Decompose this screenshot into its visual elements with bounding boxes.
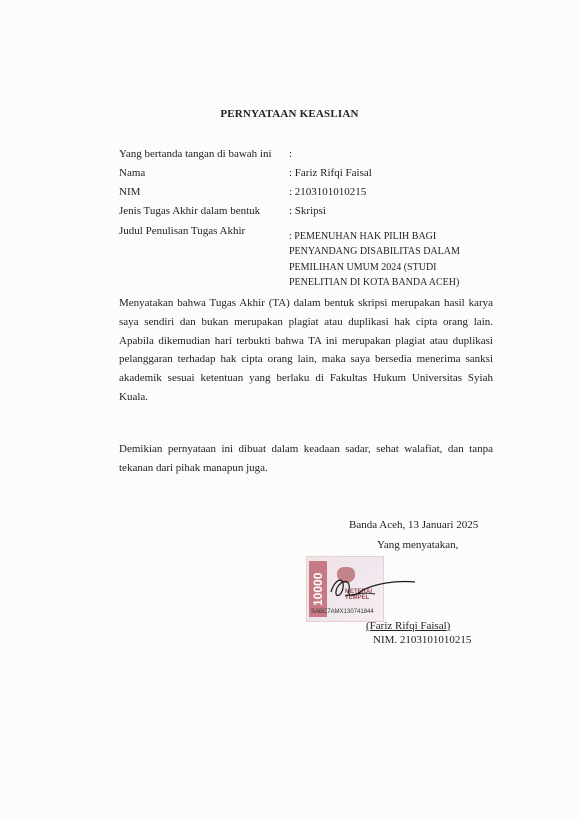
field-label: NIM — [119, 186, 141, 198]
stamp-value: 10000 — [309, 561, 327, 617]
stamp-label-2: TEMPEL — [345, 595, 370, 601]
judul-line: PENELITIAN DI KOTA BANDA ACEH) — [289, 276, 460, 288]
paragraph-line: Demikian pernyataan ini dibuat dalam keadaan sadar, sehat walafiat, dan tanpa — [119, 443, 493, 455]
field-value: : 2103101010215 — [289, 186, 367, 198]
paragraph-line: tekanan dari pihak manapun juga. — [119, 461, 268, 474]
judul-line: : PEMENUHAN HAK PILIH BAGI — [289, 231, 437, 242]
field-value: : Skripsi — [289, 205, 326, 217]
paragraph-line: Menyatakan bahwa Tugas Akhir (TA) dalam bentuk skripsi merupakan hasil karya — [119, 297, 493, 309]
field-label: Jenis Tugas Akhir dalam bentuk — [119, 205, 261, 217]
paragraph-line: akademik sesuai ketentuan yang berlaku di Fakultas Hukum Universitas Syiah — [119, 372, 493, 385]
field-label: Judul Penulisan Tugas Akhir — [119, 225, 246, 237]
field-value: : — [289, 148, 293, 160]
judul-line: PENYANDANG DISABILITAS DALAM — [289, 246, 460, 258]
statement-paragraph — [119, 294, 493, 407]
place-date: Banda Aceh, 13 Januari 2025 — [349, 519, 479, 531]
stamp-serial: SABC7AMX130741844 — [311, 609, 374, 615]
stamp-label-1: METERAI — [345, 589, 372, 595]
paragraph-line: saya sendiri dan bukan merupakan plagiat atau duplikasi hak cipta orang lain. — [119, 315, 493, 328]
closing-paragraph — [119, 440, 493, 478]
paragraph-line: Kuala. — [119, 390, 149, 403]
judul-line: PEMILIHAN UMUM 2024 (STUDI — [289, 261, 437, 273]
field-label: Yang bertanda tangan di bawah ini — [119, 148, 272, 160]
signer-name: (Fariz Rifqi Faisal) — [366, 620, 451, 632]
judul-value — [289, 229, 460, 290]
signer-nim: NIM. 2103101010215 — [373, 634, 472, 646]
signature-icon — [325, 568, 420, 608]
paragraph-line: Apabila dikemudian hari terbukti bahwa TA ini merupakan plagiat atau duplikasi — [119, 334, 493, 347]
yang-menyatakan: Yang menyatakan, — [377, 539, 459, 551]
field-label: Nama — [119, 167, 146, 179]
field-value: : Fariz Rifqi Faisal — [289, 167, 372, 179]
paragraph-line: pelanggaran terhadap hak cipta orang lain, maka saya bersedia menerima sanksi — [119, 353, 493, 366]
page-title: PERNYATAAN KEASLIAN — [220, 108, 359, 120]
